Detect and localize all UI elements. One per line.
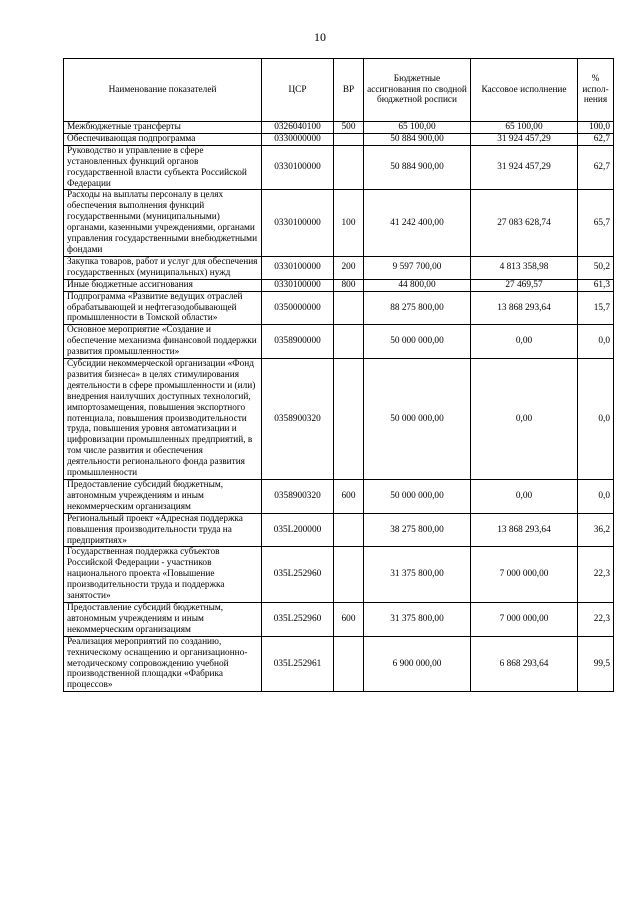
- cell-csr: 035L252960: [262, 547, 334, 603]
- budget-execution-table: [63, 58, 614, 692]
- cell-cash: 27 083 628,74: [471, 190, 578, 256]
- cell-vr: [334, 513, 364, 547]
- cell-vr: 600: [334, 480, 364, 514]
- cell-name: Региональный проект «Адресная поддержка повышения производительности труда на предприятиях»: [64, 513, 262, 547]
- cell-budget: 50 884 900,00: [364, 145, 471, 190]
- cell-csr: 0326040100: [262, 122, 334, 134]
- cell-cash: 65 100,00: [471, 122, 578, 134]
- cell-budget: 65 100,00: [364, 122, 471, 134]
- cell-pct: 0,0: [578, 359, 614, 480]
- cell-name: Закупка товаров, работ и услуг для обеспечения государственных (муниципальных) нужд: [64, 256, 262, 279]
- cell-vr: [334, 133, 364, 145]
- table-row: [64, 602, 614, 636]
- cell-vr: [334, 636, 364, 692]
- cell-name: Руководство и управление в сфере установленных функций органов государственной власти субъекта Российской Федерации: [64, 145, 262, 190]
- cell-csr: 0350000000: [262, 291, 334, 325]
- cell-budget: 6 900 000,00: [364, 636, 471, 692]
- cell-cash: 0,00: [471, 359, 578, 480]
- cell-pct: 65,7: [578, 190, 614, 256]
- cell-cash: 0,00: [471, 480, 578, 514]
- header-vr: ВР: [334, 59, 364, 122]
- cell-pct: 50,2: [578, 256, 614, 279]
- header-budget: Бюджетные ассигнования по сводной бюджетной росписи: [364, 59, 471, 122]
- table-row: [64, 325, 614, 359]
- cell-csr: 0358900320: [262, 480, 334, 514]
- header-name: Наименование показателей: [64, 59, 262, 122]
- page-number: 10: [314, 30, 326, 44]
- table-row: [64, 190, 614, 256]
- cell-name: Субсидии некоммерческой организации «Фонд развития бизнеса» в целях стимулирования деятельности в сфере промышленности и (или) внедрения наилучших доступных технологий, импортозамещения, повышения экспортного потенциала, повышения производительности труда, повышения уровня автоматизации и цифровизации промышленных предприятий, в том числе развития и обеспечения деятельности регионального фонда развития промышленности: [64, 359, 262, 480]
- cell-vr: 500: [334, 122, 364, 134]
- cell-cash: 31 924 457,29: [471, 145, 578, 190]
- cell-cash: 13 868 293,64: [471, 291, 578, 325]
- cell-vr: 600: [334, 602, 364, 636]
- cell-vr: [334, 547, 364, 603]
- cell-csr: 0358900320: [262, 359, 334, 480]
- cell-budget: 50 000 000,00: [364, 325, 471, 359]
- table-row: [64, 133, 614, 145]
- table-header-row: [64, 59, 614, 122]
- cell-name: Государственная поддержка субъектов Российской Федерации - участников национального проекта «Повышение производительности труда и поддержка занятости»: [64, 547, 262, 603]
- cell-vr: [334, 291, 364, 325]
- table-row: [64, 122, 614, 134]
- cell-vr: [334, 145, 364, 190]
- cell-pct: 61,3: [578, 279, 614, 291]
- cell-vr: [334, 325, 364, 359]
- cell-name: Реализация мероприятий по созданию, техническому оснащению и организационно-методическому сопровождению учебной производственной площадки «Фабрика процессов»: [64, 636, 262, 692]
- table-row: [64, 359, 614, 480]
- table-row: [64, 547, 614, 603]
- table-row: [64, 480, 614, 514]
- cell-csr: 0358900000: [262, 325, 334, 359]
- cell-name: Межбюджетные трансферты: [64, 122, 262, 134]
- table-row: [64, 145, 614, 190]
- cell-budget: 50 000 000,00: [364, 359, 471, 480]
- header-cash: Кассовое исполнение: [471, 59, 578, 122]
- cell-cash: 27 469,57: [471, 279, 578, 291]
- cell-budget: 38 275 800,00: [364, 513, 471, 547]
- cell-cash: 7 000 000,00: [471, 547, 578, 603]
- cell-name: Предоставление субсидий бюджетным, автономным учреждениям и иным некоммерческим организациям: [64, 602, 262, 636]
- cell-pct: 22,3: [578, 602, 614, 636]
- cell-cash: 13 868 293,64: [471, 513, 578, 547]
- cell-pct: 62,7: [578, 145, 614, 190]
- cell-name: Подпрограмма «Развитие ведущих отраслей обрабатывающей и нефтегазодобывающей промышленности в Томской области»: [64, 291, 262, 325]
- cell-csr: 035L252960: [262, 602, 334, 636]
- cell-name: Предоставление субсидий бюджетным, автономным учреждениям и иным некоммерческим организациям: [64, 480, 262, 514]
- cell-name: Основное мероприятие «Создание и обеспечение механизма финансовой поддержки развития промышленности»: [64, 325, 262, 359]
- cell-budget: 88 275 800,00: [364, 291, 471, 325]
- cell-csr: 0330100000: [262, 190, 334, 256]
- cell-csr: 0330100000: [262, 279, 334, 291]
- cell-vr: 100: [334, 190, 364, 256]
- table-row: [64, 291, 614, 325]
- header-pct: % испол-нения: [578, 59, 614, 122]
- table-row: [64, 513, 614, 547]
- cell-pct: 15,7: [578, 291, 614, 325]
- cell-budget: 50 000 000,00: [364, 480, 471, 514]
- cell-cash: 6 868 293,64: [471, 636, 578, 692]
- cell-name: Иные бюджетные ассигнования: [64, 279, 262, 291]
- cell-budget: 50 884 900,00: [364, 133, 471, 145]
- header-csr: ЦСР: [262, 59, 334, 122]
- cell-pct: 22,3: [578, 547, 614, 603]
- cell-csr: 0330100000: [262, 256, 334, 279]
- table-row: [64, 279, 614, 291]
- cell-csr: 0330000000: [262, 133, 334, 145]
- table-row: [64, 636, 614, 692]
- cell-vr: 800: [334, 279, 364, 291]
- cell-pct: 0,0: [578, 325, 614, 359]
- cell-budget: 9 597 700,00: [364, 256, 471, 279]
- cell-budget: 41 242 400,00: [364, 190, 471, 256]
- cell-pct: 100,0: [578, 122, 614, 134]
- cell-cash: 0,00: [471, 325, 578, 359]
- cell-csr: 035L252961: [262, 636, 334, 692]
- cell-csr: 035L200000: [262, 513, 334, 547]
- cell-name: Расходы на выплаты персоналу в целях обеспечения выполнения функций государственными (муниципальными) органами, казенными учреждениями, органами управления государственными внебюджетными фондами: [64, 190, 262, 256]
- cell-vr: 200: [334, 256, 364, 279]
- cell-cash: 7 000 000,00: [471, 602, 578, 636]
- table-body: [64, 122, 614, 692]
- cell-pct: 36,2: [578, 513, 614, 547]
- cell-vr: [334, 359, 364, 480]
- table-row: [64, 256, 614, 279]
- cell-budget: 31 375 800,00: [364, 547, 471, 603]
- cell-budget: 44 800,00: [364, 279, 471, 291]
- cell-pct: 62,7: [578, 133, 614, 145]
- cell-cash: 4 813 358,98: [471, 256, 578, 279]
- cell-name: Обеспечивающая подпрограмма: [64, 133, 262, 145]
- cell-budget: 31 375 800,00: [364, 602, 471, 636]
- cell-cash: 31 924 457,29: [471, 133, 578, 145]
- cell-pct: 99,5: [578, 636, 614, 692]
- cell-csr: 0330100000: [262, 145, 334, 190]
- cell-pct: 0,0: [578, 480, 614, 514]
